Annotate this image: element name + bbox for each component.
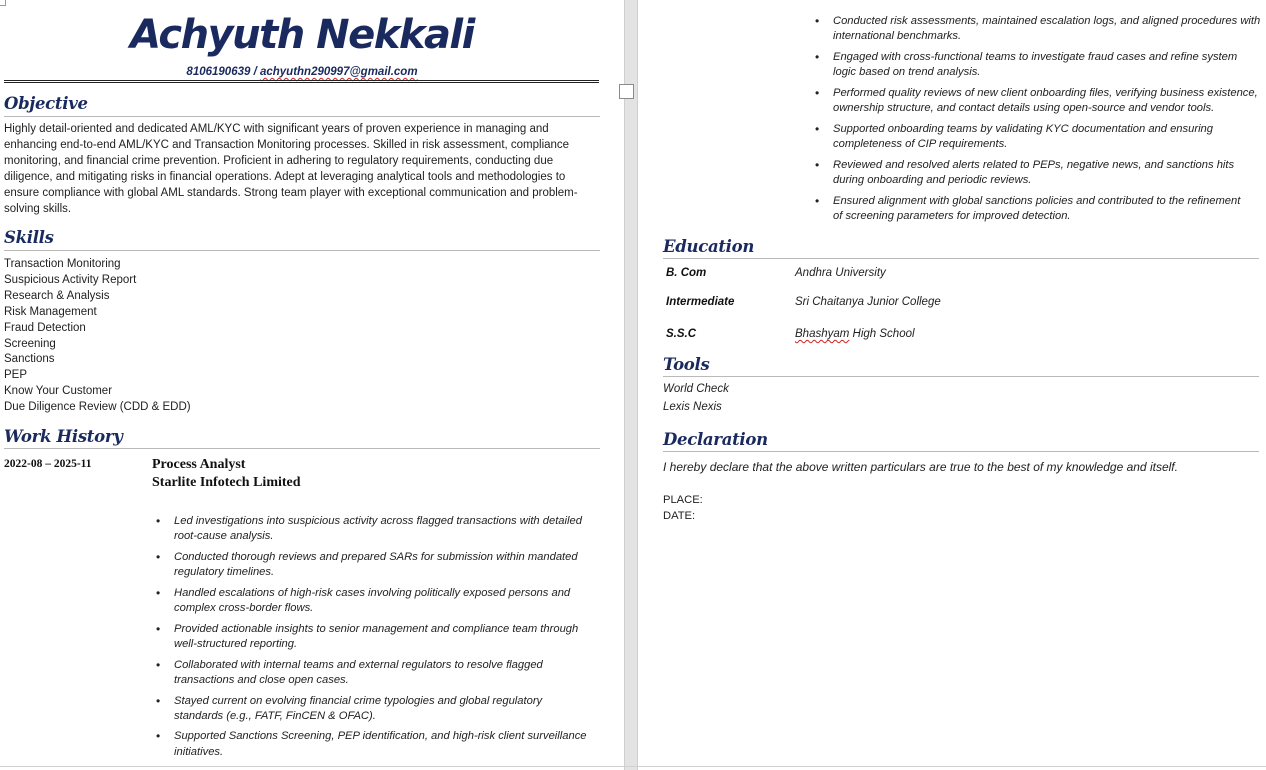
bullet-icon: •	[815, 14, 820, 28]
declaration-text[interactable]: I hereby declare that the above written particulars are true to the best of my knowledge and itself.	[663, 460, 1178, 474]
education-rule	[663, 258, 1259, 259]
bullet-line: Reviewed and resolved alerts related to PEPs, negative news, and sanctions hits	[833, 158, 1235, 171]
bullet-line: completeness of CIP requirements.	[833, 137, 1008, 150]
object-anchor-box[interactable]	[619, 84, 634, 99]
place-label[interactable]: PLACE:	[663, 494, 703, 506]
candidate-name[interactable]	[0, 12, 604, 58]
contact-phone: 8106190639 /	[186, 66, 260, 78]
bullet-line: well-structured reporting.	[174, 637, 298, 650]
bullet-line: of screening parameters for improved detection.	[833, 209, 1071, 222]
job-bullets-left	[156, 514, 604, 765]
job-bullet[interactable]	[156, 693, 604, 724]
skill-item[interactable]: Screening	[4, 337, 56, 350]
name-text: Achyuth Nekkali	[130, 12, 474, 58]
bullet-icon: •	[156, 514, 161, 528]
job-bullets-right	[815, 14, 1263, 229]
bullet-line: Collaborated with internal teams and external regulators to resolve flagged	[174, 658, 543, 671]
bullet-line: regulatory timelines.	[174, 566, 275, 579]
job-bullet[interactable]	[156, 549, 604, 580]
bullet-line: during onboarding and periodic reviews.	[833, 173, 1032, 186]
bullet-line: Ensured alignment with global sanctions policies and contributed to the refinement	[833, 194, 1241, 207]
job-company: Starlite Infotech Limited	[152, 475, 301, 490]
job-bullet[interactable]	[156, 729, 604, 759]
objective-line: ensure compliance with global AML standards. Strong team player with exceptional communication and problem-	[4, 186, 578, 199]
job-role: Process Analyst	[152, 457, 246, 472]
bullet-icon: •	[815, 193, 820, 208]
skill-item[interactable]: PEP	[4, 369, 28, 382]
tool-item[interactable]: Lexis Nexis	[663, 401, 722, 413]
institution-word: High School	[849, 328, 915, 340]
header-divider	[4, 80, 599, 83]
bullet-line: ownership structure, and contact details using open-source and vendor tools.	[833, 102, 1215, 115]
document-page-left	[0, 0, 624, 770]
bullet-icon: •	[156, 657, 161, 672]
job-bullet[interactable]	[815, 193, 1263, 224]
tool-item[interactable]: World Check	[663, 383, 729, 395]
job-bullet[interactable]	[815, 14, 1263, 44]
bullet-line: Conducted risk assessments, maintained escalation logs, and aligned procedures with	[833, 15, 1261, 27]
job-bullet[interactable]	[156, 585, 604, 616]
skill-item[interactable]: Risk Management	[4, 305, 97, 318]
bullet-icon: •	[815, 157, 820, 172]
objective-line: diligence, and mitigating risks in financial operations. Adept at leveraging analytical tools and methodologies to	[4, 170, 566, 183]
declaration-heading[interactable]: Declaration	[663, 430, 768, 449]
skill-item[interactable]: Sanctions	[4, 353, 55, 366]
window-bottom-border	[0, 766, 1266, 767]
tools-heading[interactable]: Tools	[663, 355, 710, 374]
education-institution[interactable]: Andhra University	[795, 267, 886, 279]
bullet-line: Engaged with cross-functional teams to investigate fraud cases and refine system	[833, 50, 1238, 63]
page-gutter	[624, 0, 638, 770]
objective-heading[interactable]: Objective	[4, 94, 88, 113]
objective-line: solving skills.	[4, 202, 72, 215]
job-title-block[interactable]	[152, 456, 301, 492]
skills-rule	[4, 250, 600, 251]
bullet-line: Handled escalations of high-risk cases involving politically exposed persons and	[174, 586, 571, 599]
declaration-rule	[663, 451, 1259, 452]
bullet-line: initiatives.	[174, 745, 224, 758]
job-bullet[interactable]	[156, 621, 604, 652]
institution-word-misspelled: Bhashyam	[795, 328, 850, 340]
job-bullet[interactable]	[156, 514, 604, 544]
skills-heading[interactable]: Skills	[4, 228, 54, 247]
education-degree[interactable]: Intermediate	[666, 296, 735, 308]
objective-line: Highly detail-oriented and dedicated AML/KYC with significant years of proven experience in managing and	[4, 123, 549, 135]
job-bullet[interactable]	[815, 121, 1263, 152]
bullet-line: Performed quality reviews of new client onboarding files, verifying business existence,	[833, 86, 1258, 99]
bullet-line: Stayed current on evolving financial crime typologies and global regulatory	[174, 694, 543, 707]
bullet-line: Provided actionable insights to senior management and compliance team through	[174, 622, 579, 635]
education-degree[interactable]: S.S.C	[666, 328, 697, 340]
skill-item[interactable]: Know Your Customer	[4, 385, 113, 398]
bullet-icon: •	[815, 85, 820, 100]
date-label[interactable]: DATE:	[663, 510, 696, 522]
contact-email: achyuthn290997@gmail.com	[259, 66, 418, 78]
objective-rule	[4, 116, 600, 117]
skills-list	[4, 257, 191, 416]
bullet-icon: •	[156, 585, 161, 600]
skill-item[interactable]: Research & Analysis	[4, 289, 110, 302]
job-bullet[interactable]	[156, 657, 604, 688]
job-date-range[interactable]: 2022-08 – 2025-11	[4, 458, 92, 470]
job-bullet[interactable]	[815, 157, 1263, 188]
bullet-line: Led investigations into suspicious activity across flagged transactions with detailed	[174, 515, 582, 527]
education-degree[interactable]: B. Com	[666, 267, 707, 279]
bullet-line: logic based on trend analysis.	[833, 66, 981, 79]
page-corner-mark	[0, 0, 6, 6]
bullet-line: Conducted thorough reviews and prepared SARs for submission within mandated	[174, 550, 578, 563]
bullet-line: standards (e.g., FATF, FinCEN & OFAC).	[174, 709, 376, 722]
bullet-icon: •	[156, 693, 161, 708]
bullet-icon: •	[156, 549, 161, 564]
bullet-line: international benchmarks.	[833, 30, 962, 43]
education-heading[interactable]: Education	[663, 237, 755, 256]
education-institution[interactable]: Sri Chaitanya Junior College	[795, 296, 941, 308]
bullet-line: root-cause analysis.	[174, 530, 274, 543]
bullet-icon: •	[156, 621, 161, 636]
bullet-line: complex cross-border flows.	[174, 602, 314, 615]
objective-paragraph[interactable]	[4, 122, 604, 217]
contact-line[interactable]	[0, 66, 604, 78]
job-bullet[interactable]	[815, 49, 1263, 80]
bullet-line: Supported onboarding teams by validating KYC documentation and ensuring	[833, 122, 1214, 135]
objective-line: enhancing end-to-end AML/KYC and Transaction Monitoring processes. Skilled in risk assessment, compliance	[4, 138, 570, 151]
objective-line: monitoring, and financial crime prevention. Proficient in adhering to regulatory requirements, conducting due	[4, 154, 554, 167]
document-page-right	[638, 0, 1266, 770]
bullet-line: Supported Sanctions Screening, PEP identification, and high-risk client surveillance	[174, 730, 587, 743]
bullet-icon: •	[815, 49, 820, 64]
job-bullet[interactable]	[815, 85, 1263, 116]
skill-item[interactable]: Fraud Detection	[4, 321, 86, 334]
bullet-line: transactions and close open cases.	[174, 673, 349, 686]
education-institution[interactable]	[795, 328, 915, 340]
bullet-icon: •	[815, 121, 820, 136]
work-history-heading[interactable]: Work History	[4, 427, 123, 446]
skill-item[interactable]: Transaction Monitoring	[4, 258, 121, 270]
skill-item[interactable]: Due Diligence Review (CDD & EDD)	[4, 401, 191, 414]
work-history-rule	[4, 448, 600, 449]
bullet-icon: •	[156, 729, 161, 744]
skill-item[interactable]: Suspicious Activity Report	[4, 273, 137, 286]
tools-rule	[663, 376, 1259, 377]
